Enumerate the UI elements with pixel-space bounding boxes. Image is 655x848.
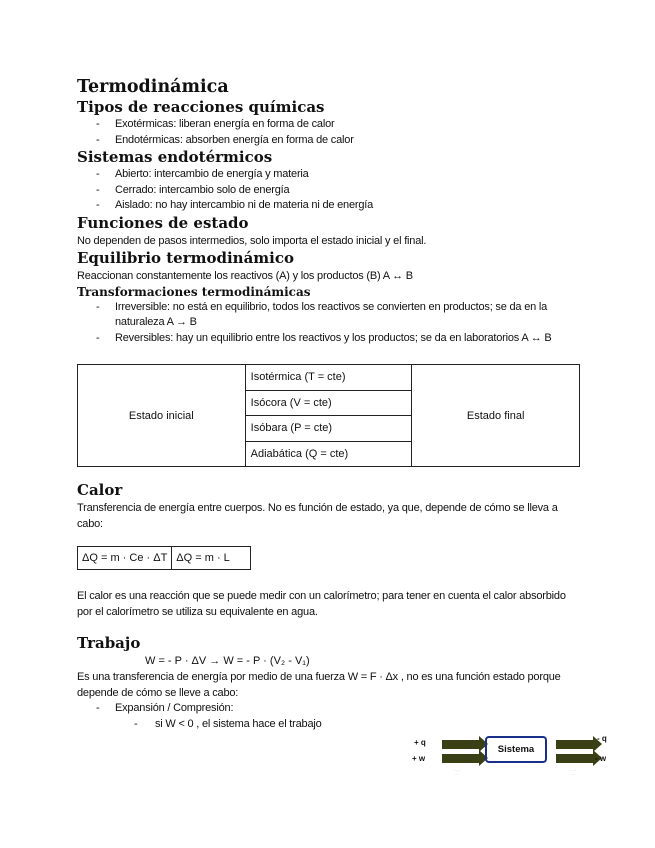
cell-estado-inicial: Estado inicial bbox=[78, 365, 246, 467]
arrow-right-icon bbox=[442, 740, 480, 749]
list-item: - Reversibles: hay un equilibrio entre los reactivos y los productos; se da en laboratorios A ↔ B bbox=[77, 331, 582, 347]
formula-trabajo: W = - P · ΔV → W = - P · (V₂ - V₁) bbox=[145, 655, 310, 667]
heading-sistemas: Sistemas endotérmicos bbox=[77, 148, 273, 166]
label-out-heat: - q bbox=[597, 734, 607, 743]
caption-right: ········ ···· bbox=[569, 768, 577, 776]
paragraph-trabajo: Es una transferencia de energía por medio de una fuerza W = F · Δx , no es una función estado porque depende de cómo se lleve a cabo: bbox=[77, 671, 561, 699]
cell-adiabatica: Adiabática (Q = cte) bbox=[245, 441, 412, 467]
paragraph-calorimetro: El calor es una reacción que se puede medir con un calorímetro; para tener en cuenta el calor absorbido por el calorímetro se utiliza su equivalente en agua. bbox=[77, 590, 566, 618]
states-table bbox=[77, 364, 580, 467]
list-sub-item: - si W < 0 , el sistema hace el trabajo bbox=[77, 717, 582, 733]
list-item: - Expansión / Compresión: bbox=[77, 701, 582, 717]
list-item: - Irreversible: no está en equilibrio, todos los reactivos se convierten en productos; se da en la naturaleza A → B bbox=[77, 300, 582, 331]
list-tipos-reacciones bbox=[77, 117, 582, 148]
list-item: - Endotérmicas: absorben energía en forma de calor bbox=[77, 133, 582, 149]
list-item: - Exotérmicas: liberan energía en forma de calor bbox=[77, 117, 582, 133]
list-item: - Abierto: intercambio de energía y materia bbox=[77, 167, 582, 183]
list-transformaciones bbox=[77, 300, 582, 347]
list-item: - Cerrado: intercambio solo de energía bbox=[77, 183, 582, 199]
document-page bbox=[77, 76, 582, 732]
list-item: - Aislado: no hay intercambio ni de materia ni de energía bbox=[77, 198, 582, 214]
arrow-right-icon bbox=[556, 754, 594, 763]
label-in-heat: + q bbox=[414, 738, 426, 747]
system-diagram bbox=[410, 733, 615, 783]
cell-isocora: Isócora (V = cte) bbox=[245, 390, 412, 416]
heading-transformaciones: Transformaciones termodinámicas bbox=[77, 284, 311, 299]
cell-isobara: Isóbara (P = cte) bbox=[245, 416, 412, 442]
heading-equilibrio: Equilibrio termodinámico bbox=[77, 248, 295, 267]
arrow-right-icon bbox=[556, 740, 594, 749]
page-title: Termodinámica bbox=[77, 77, 229, 97]
formula-calor-especifico: ΔQ = m · Ce · ΔT bbox=[78, 547, 172, 570]
list-trabajo bbox=[77, 701, 582, 732]
caption-left: ········ ···· bbox=[453, 768, 461, 776]
heading-funciones-estado: Funciones de estado bbox=[77, 213, 249, 232]
cell-estado-final: Estado final bbox=[412, 365, 580, 467]
formula-calor-latente: ΔQ = m · L bbox=[172, 547, 251, 570]
cell-isotermica: Isotérmica (T = cte) bbox=[245, 365, 412, 391]
list-sistemas bbox=[77, 167, 582, 214]
heading-calor: Calor bbox=[77, 481, 123, 499]
heading-trabajo: Trabajo bbox=[77, 634, 141, 652]
paragraph-equilibrio: Reaccionan constantemente los reactivos (A) y los productos (B) A ↔ B bbox=[77, 269, 413, 282]
arrow-right-icon bbox=[442, 754, 480, 763]
paragraph-calor: Transferencia de energía entre cuerpos. No es función de estado, ya que, depende de cómo se lleva a cabo: bbox=[77, 502, 558, 530]
paragraph-funciones-estado: No dependen de pasos intermedios, solo importa el estado inicial y el final. bbox=[77, 234, 427, 247]
system-box: Sistema bbox=[485, 736, 547, 763]
label-out-work: - w bbox=[595, 754, 607, 763]
heading-tipos-reacciones: Tipos de reacciones químicas bbox=[77, 98, 325, 116]
formula-table-calor bbox=[77, 546, 251, 570]
label-in-work: + w bbox=[412, 754, 426, 763]
